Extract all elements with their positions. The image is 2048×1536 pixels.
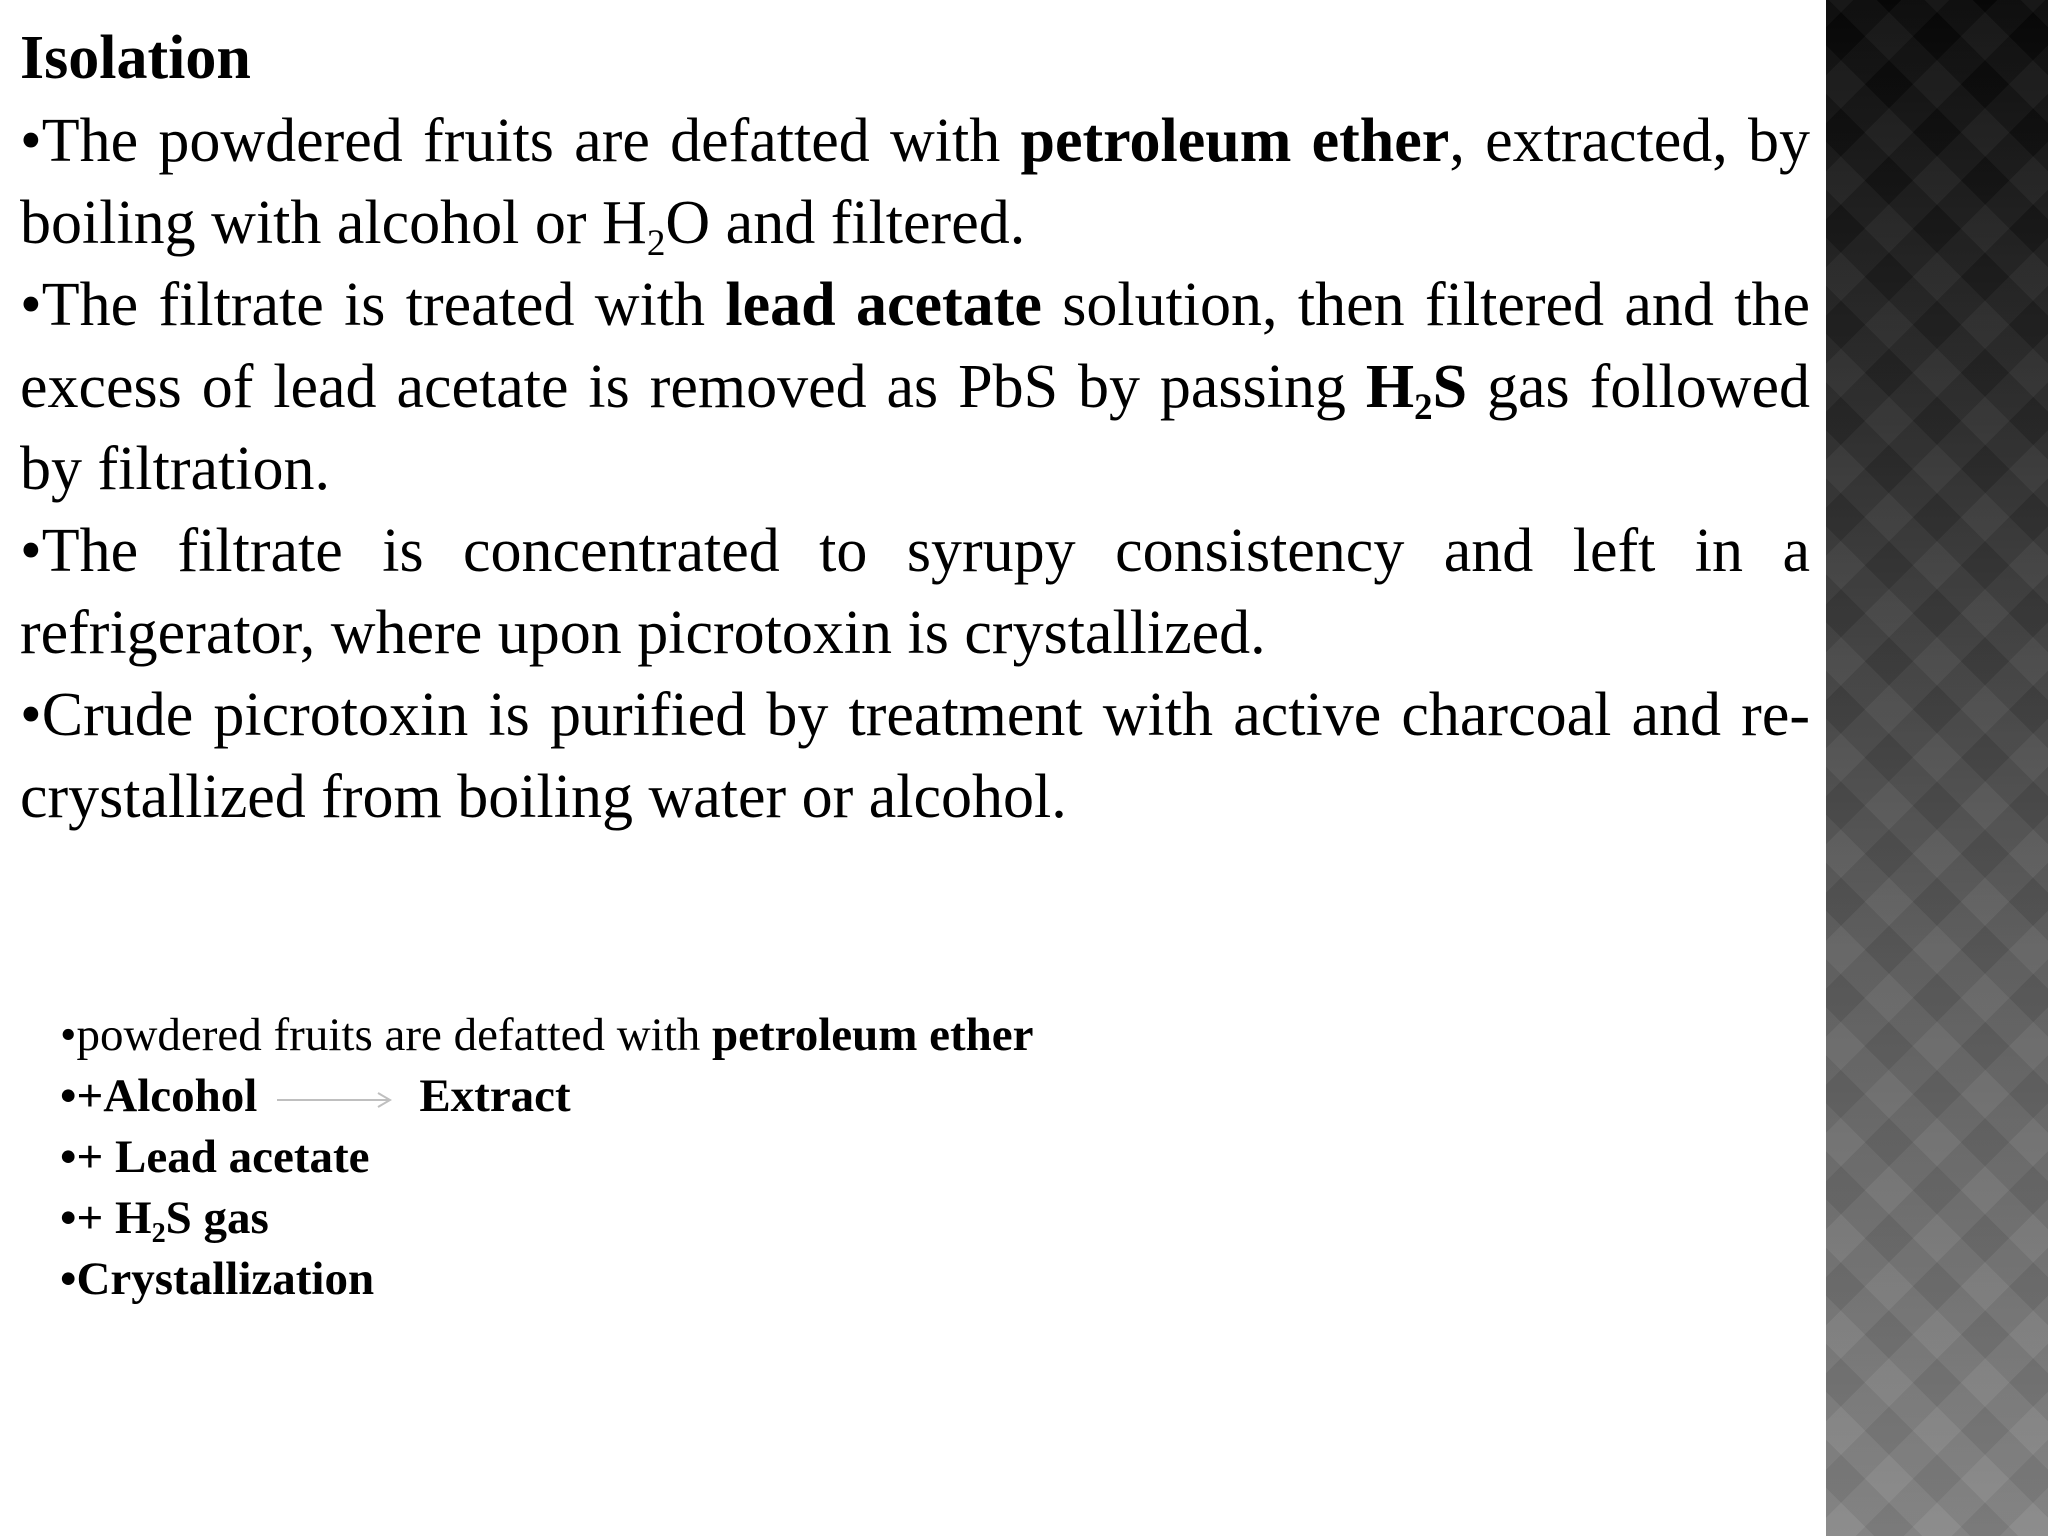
subscript: 2: [646, 222, 666, 264]
bold-formula: [1365, 353, 1468, 428]
step-paragraph-1: [20, 100, 1810, 264]
slide-title: Isolation: [20, 24, 251, 92]
text: + H: [76, 1192, 152, 1244]
summary-item-h2s: [60, 1188, 1034, 1249]
text: + Lead acetate: [76, 1131, 370, 1183]
step-paragraph-3: [20, 510, 1810, 674]
bold-text: lead acetate: [725, 271, 1042, 339]
bullet: •: [60, 1192, 77, 1244]
subscript: 2: [151, 1218, 166, 1250]
text: The powdered fruits are defatted with: [41, 107, 1021, 175]
text: Crystallization: [76, 1253, 375, 1305]
text: solution, then filtered and the excess of lead acetate is removed as PbS by passing: [20, 271, 1811, 421]
summary-list: [60, 1005, 1034, 1310]
bullet: •: [20, 517, 42, 585]
summary-item-lead-acetate: [60, 1127, 1034, 1188]
text: Extract: [419, 1070, 571, 1122]
summary-item-alcohol: [60, 1066, 1034, 1127]
text: O and filtered.: [665, 189, 1026, 257]
text: Crude picrotoxin is purified by treatment with active charcoal and re-crystallized from boiling water or alcohol.: [20, 681, 1810, 831]
bold-text: petroleum ether: [1020, 107, 1450, 175]
bullet: •: [20, 681, 42, 749]
text: The filtrate is treated with: [41, 271, 726, 339]
text: S: [1432, 353, 1468, 421]
step-paragraph-4: [20, 674, 1810, 838]
arrow-right-icon: [277, 1090, 393, 1110]
bullet: •: [60, 1009, 77, 1061]
decorative-side-panel: [1826, 0, 2048, 1536]
step-paragraph-2: [20, 264, 1810, 510]
text: gas followed by filtration.: [20, 353, 1810, 503]
bullet: •: [20, 271, 42, 339]
bold-text: petroleum ether: [712, 1009, 1034, 1061]
text: powdered fruits are defatted with: [76, 1009, 713, 1061]
text: The filtrate is concentrated to syrupy consistency and left in a refrigerator, where upon picrotoxin is crystallized.: [20, 517, 1810, 667]
bullet: •: [60, 1253, 77, 1305]
text: S gas: [165, 1192, 269, 1244]
bullet: •: [60, 1131, 77, 1183]
subscript: 2: [1414, 386, 1433, 428]
text: H: [1365, 353, 1415, 421]
text: +Alcohol: [76, 1070, 258, 1122]
summary-item-defatting: [60, 1005, 1034, 1066]
bullet: •: [20, 107, 42, 175]
bullet: •: [60, 1070, 77, 1122]
text: , extracted, by boiling with alcohol or H: [20, 107, 1811, 257]
summary-item-crystallization: [60, 1249, 1034, 1310]
isolation-steps: [20, 100, 1810, 838]
